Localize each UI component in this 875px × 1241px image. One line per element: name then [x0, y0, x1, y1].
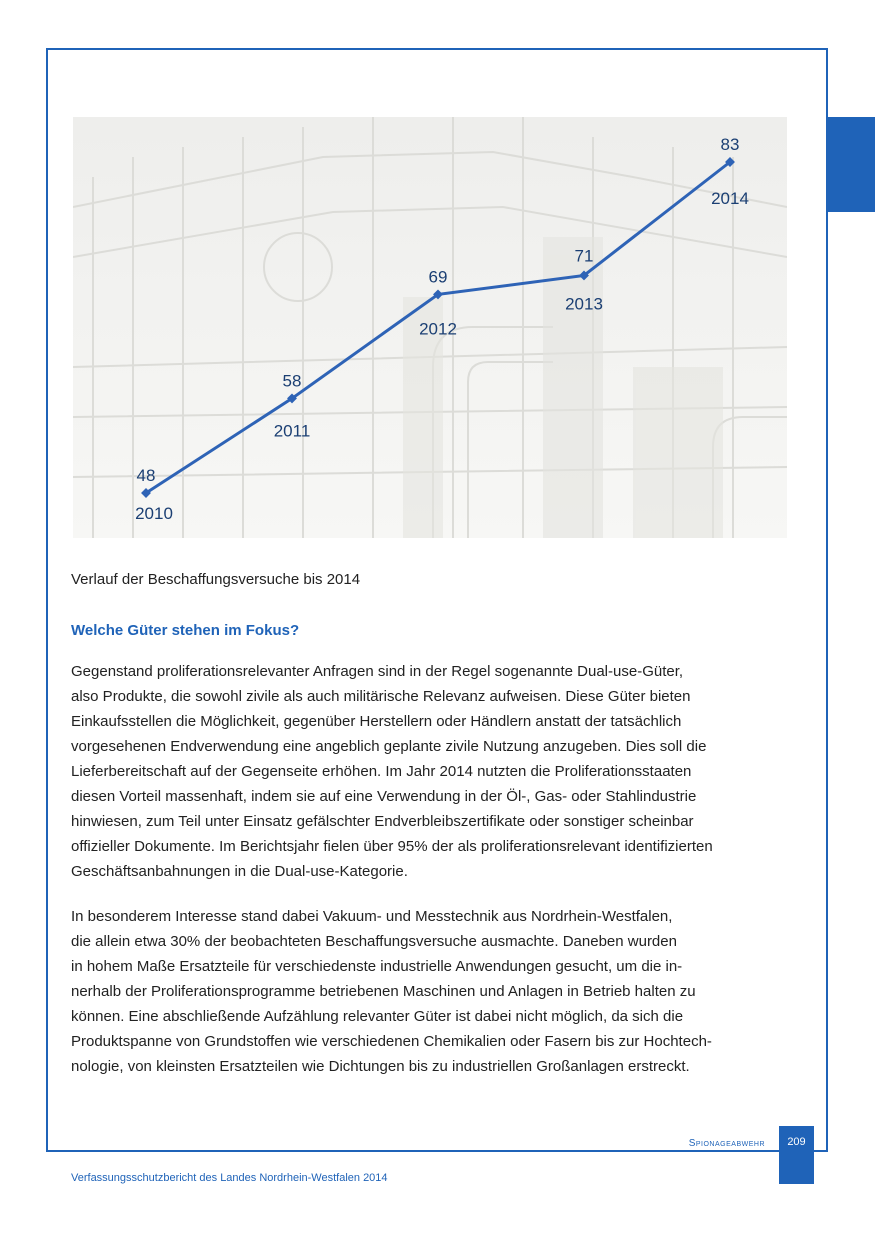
value-label-2012: 69 [428, 267, 448, 287]
value-label-2013: 71 [574, 246, 594, 266]
chart-svg [73, 117, 787, 538]
value-label-2011: 58 [282, 371, 302, 391]
year-label-2014: 2014 [711, 189, 749, 208]
year-label-2011: 2011 [273, 421, 311, 441]
text-line: Lieferbereitschaft auf der Gegenseite erhöhen. Im Jahr 2014 nutzten die Proliferationsstaaten [71, 763, 692, 780]
text-line: Gegenstand proliferationsrelevanter Anfragen sind in der Regel sogenannte Dual-use-Güter, [71, 663, 684, 680]
text-line: also Produkte, die sowohl zivile als auch militärische Relevanz aufweisen. Diese Güter bieten [71, 688, 691, 705]
year-label-2012: 2012 [419, 319, 457, 339]
text-line: die allein etwa 30% der beobachteten Beschaffungsversuche ausmachte. Daneben wurden [71, 933, 677, 950]
year-label-2010: 2010 [135, 504, 173, 523]
text-line: In besonderem Interesse stand dabei Vakuum- und Messtechnik aus Nordrhein-Westfalen, [71, 908, 673, 925]
text-line: vorgesehenen Endverwendung eine angeblich geplante zivile Nutzung anzugeben. Dies soll die [71, 738, 707, 755]
running-section-label: Spionageabwehr [688, 1138, 765, 1149]
paragraph-1 [71, 659, 787, 884]
page-number: 209 [779, 1126, 814, 1184]
year-label-2013: 2013 [565, 294, 603, 314]
section-heading: Welche Güter stehen im Fokus? [71, 622, 300, 639]
text-line: können. Eine abschließende Aufzählung relevanter Güter ist dabei nicht möglich, da sich die [71, 1008, 684, 1025]
text-line: hinwiesen, zum Teil unter Einsatz gefälschter Endverbleibszertifikate oder sonstiger scheinbar [71, 813, 694, 830]
line-chart [73, 117, 787, 538]
text-line: Produktspanne von Grundstoffen wie verschiedenen Chemikalien oder Fasern bis zur Hochtech- [71, 1033, 712, 1050]
chapter-tab [828, 117, 875, 212]
chart-caption: Verlauf der Beschaffungsversuche bis 2014 [71, 571, 361, 588]
value-label-2010: 48 [136, 466, 156, 485]
paragraph-2 [71, 904, 787, 1079]
footer-text: Verfassungsschutzbericht des Landes Nordrhein-Westfalen 2014 [71, 1172, 388, 1184]
value-label-2014: 83 [720, 135, 740, 154]
text-line: nerhalb der Proliferationsprogramme betriebenen Maschinen und Anlagen in Betrieb halten zu [71, 983, 696, 1000]
text-line: in hohem Maße Ersatzteile für verschiedenste industrielle Anwendungen gesucht, um die in- [71, 958, 683, 975]
text-line: diesen Vorteil massenhaft, indem sie auf eine Verwendung in der Öl-, Gas- oder Stahlindustrie [71, 788, 697, 805]
text-line: offizieller Dokumente. Im Berichtsjahr fielen über 95% der als proliferationsrelevant identifizierten [71, 838, 713, 855]
text-line: nologie, von kleinsten Ersatzteilen wie Dichtungen bis zu industriellen Großanlagen erstreckt. [71, 1058, 690, 1075]
text-line: Einkaufsstellen die Möglichkeit, gegenüber Herstellern oder Händlern anstatt der tatsächlich [71, 713, 682, 730]
text-line: Geschäftsanbahnungen in die Dual-use-Kategorie. [71, 863, 408, 880]
